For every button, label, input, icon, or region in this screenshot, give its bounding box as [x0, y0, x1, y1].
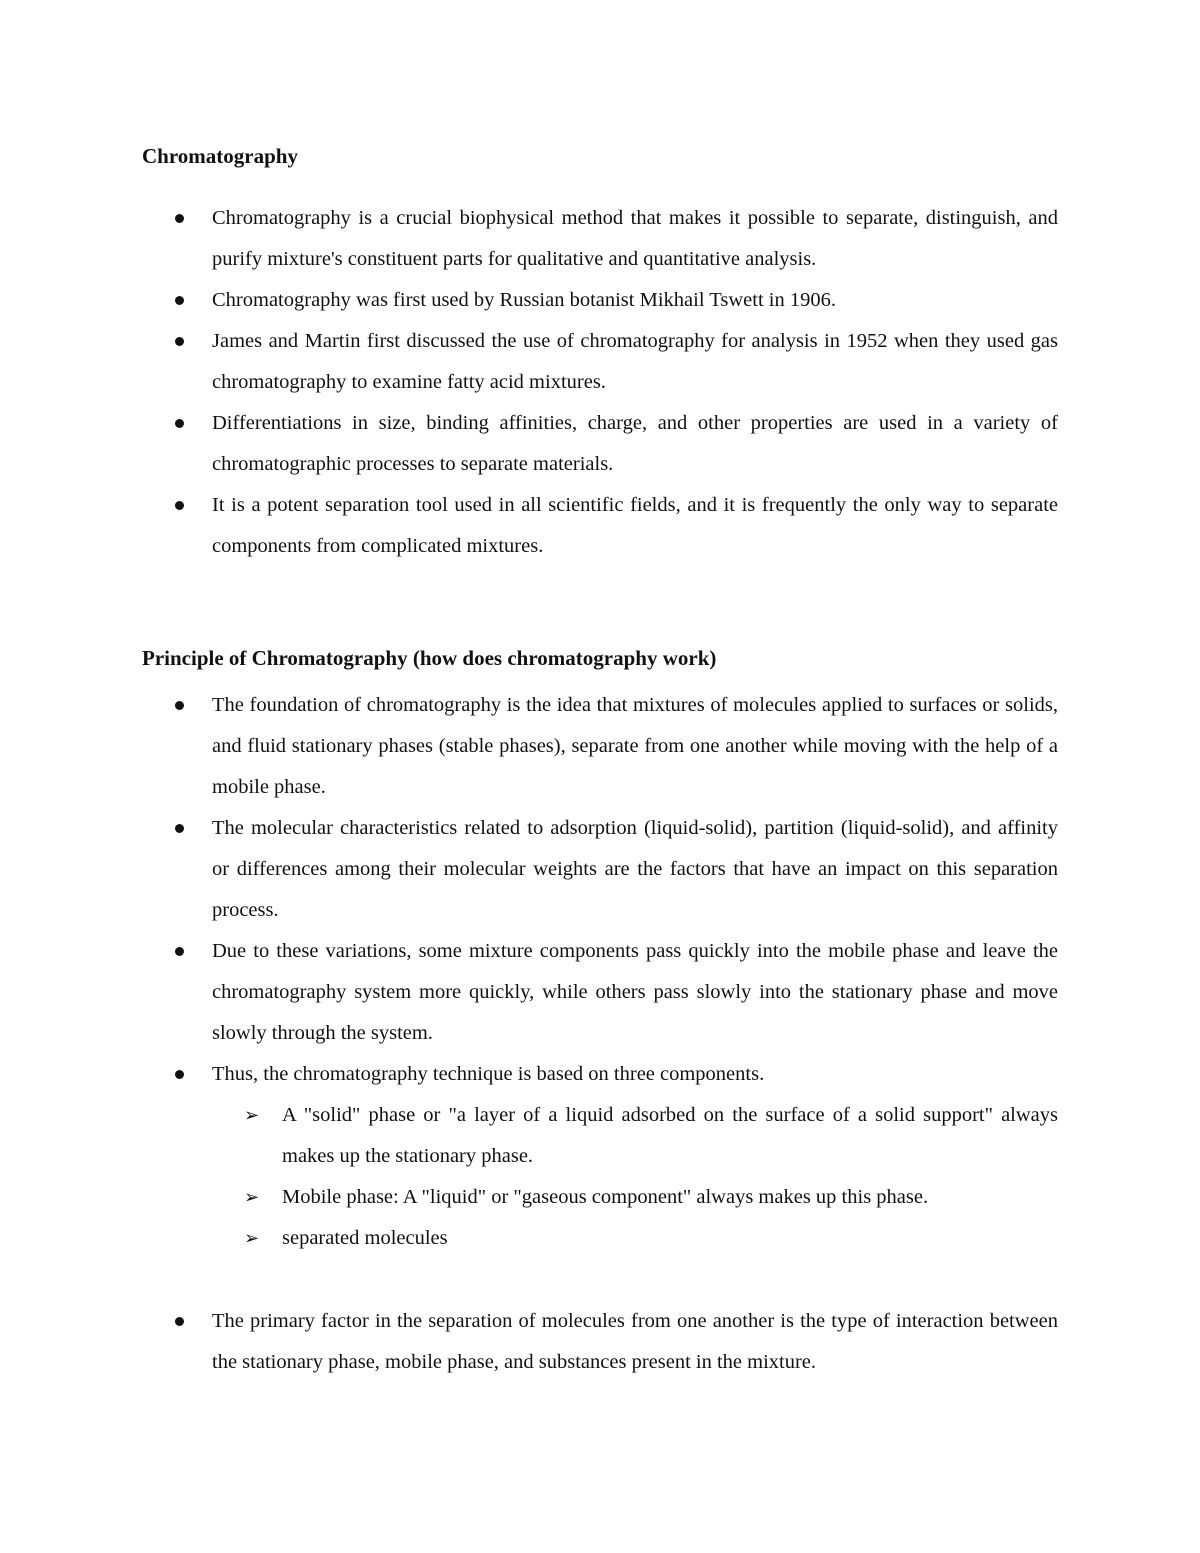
- list-item: [0, 685, 1058, 808]
- sub-list-item-text: separated molecules: [282, 1227, 448, 1249]
- bullet-icon: [175, 701, 184, 710]
- sub-list-item-text: Mobile phase: A "liquid" or "gaseous component" always makes up this phase.: [282, 1186, 929, 1208]
- list-item: [0, 321, 1058, 403]
- list-item-text: The primary factor in the separation of molecules from one another is the type of interaction between the stationary phase, mobile phase, and substances present in the mixture.: [212, 1310, 1058, 1373]
- list-item-text: Differentiations in size, binding affinities, charge, and other properties are used in a variety of chromatographic processes to separate materials.: [212, 412, 1058, 475]
- list-item-text: The molecular characteristics related to adsorption (liquid-solid), partition (liquid-solid), and affinity or differences among their molecular weights are the factors that have an impact on this separation process.: [212, 817, 1058, 921]
- list-item: [0, 485, 1058, 567]
- bullet-icon: [175, 824, 184, 833]
- bullet-icon: [175, 296, 184, 305]
- bullet-list-chromatography: [0, 198, 1200, 567]
- arrowhead-icon: ➢: [244, 1105, 260, 1126]
- list-item-text: Thus, the chromatography technique is based on three components.: [212, 1063, 765, 1085]
- sub-list-item: [0, 1218, 1058, 1259]
- bullet-icon: [175, 1070, 184, 1079]
- list-item-text: Due to these variations, some mixture components pass quickly into the mobile phase and leave the chromatography system more quickly, while others pass slowly into the stationary phase and move slowly through the system.: [212, 940, 1058, 1044]
- list-item-text: The foundation of chromatography is the idea that mixtures of molecules applied to surfaces or solids, and fluid stationary phases (stable phases), separate from one another while moving with the help of a mobile phase.: [212, 694, 1058, 798]
- sub-list-item: [0, 1177, 1058, 1218]
- list-item: [0, 1301, 1058, 1383]
- bullet-icon: [175, 947, 184, 956]
- bullet-icon: [175, 337, 184, 346]
- arrowhead-icon: ➢: [244, 1187, 260, 1208]
- list-item-text: It is a potent separation tool used in all scientific fields, and it is frequently the only way to separate components from complicated mixtures.: [212, 494, 1058, 557]
- list-item: [0, 931, 1058, 1054]
- bullet-icon: [175, 419, 184, 428]
- section-heading-principle: Principle of Chromatography (how does chromatography work): [142, 646, 717, 670]
- list-item: [0, 1054, 1058, 1259]
- bullet-icon: [175, 214, 184, 223]
- sub-list-item-text: A "solid" phase or "a layer of a liquid adsorbed on the surface of a solid support" always makes up the stationary phase.: [282, 1104, 1058, 1167]
- list-item-text: Chromatography was first used by Russian botanist Mikhail Tswett in 1906.: [212, 289, 836, 311]
- arrowhead-icon: ➢: [244, 1228, 260, 1249]
- list-item: [0, 198, 1058, 280]
- bullet-icon: [175, 1317, 184, 1326]
- list-item-text: Chromatography is a crucial biophysical method that makes it possible to separate, distinguish, and purify mixture's constituent parts for qualitative and quantitative analysis.: [212, 207, 1058, 270]
- bullet-icon: [175, 501, 184, 510]
- list-item-text: James and Martin first discussed the use of chromatography for analysis in 1952 when they used gas chromatography to examine fatty acid mixtures.: [212, 330, 1058, 393]
- bullet-list-interaction: [0, 1301, 1200, 1383]
- sub-bullet-list-components: [212, 1095, 1058, 1259]
- list-item: [0, 403, 1058, 485]
- bullet-list-principle: [0, 685, 1200, 1259]
- list-item: [0, 808, 1058, 931]
- section-heading-chromatography: Chromatography: [142, 144, 298, 168]
- sub-list-item: [0, 1095, 1058, 1177]
- list-item: [0, 280, 1058, 321]
